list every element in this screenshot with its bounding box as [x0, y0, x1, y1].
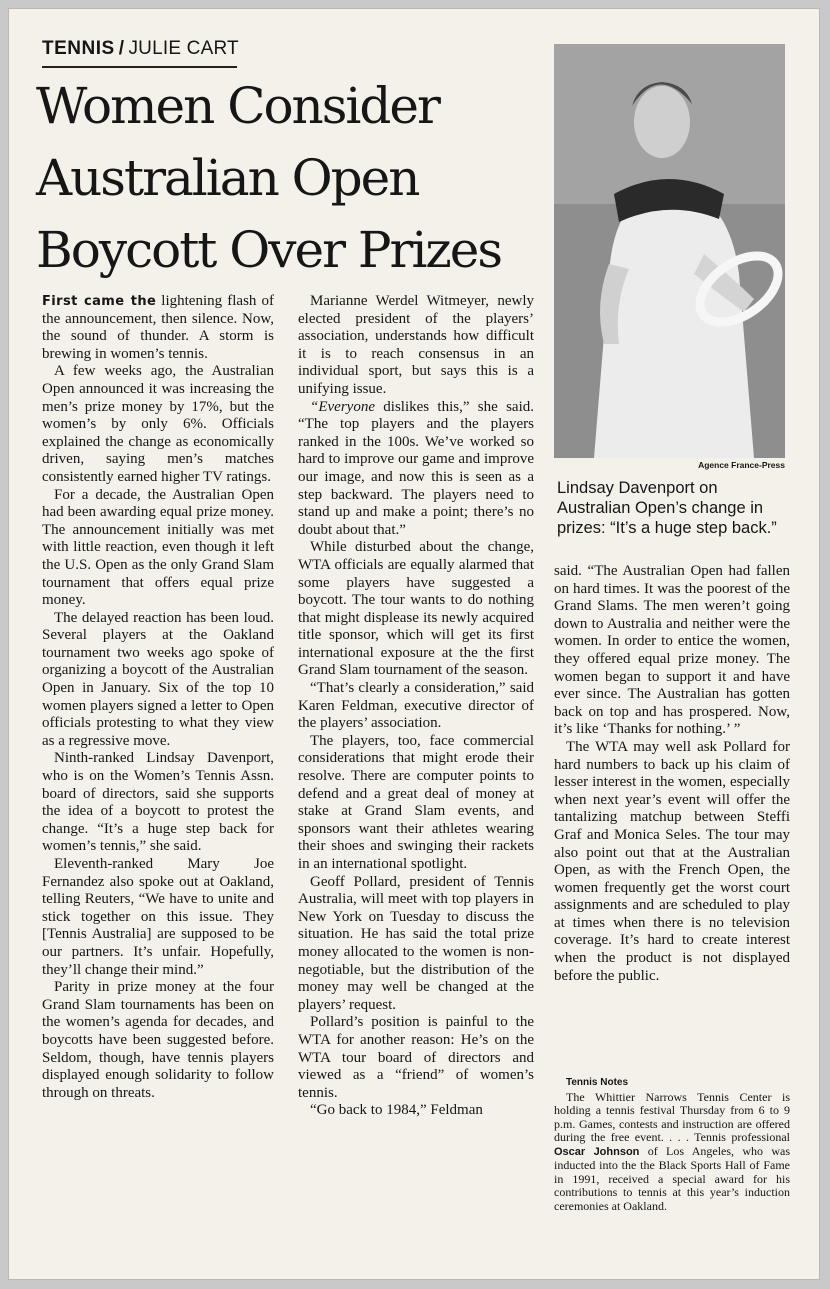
photo-credit: Agence France-Press [698, 460, 785, 470]
player-photo [554, 44, 785, 458]
article-column-3 [554, 563, 790, 985]
kicker-underline [42, 66, 237, 68]
article-paragraph: While disturbed about the change, WTA officials are equally alarmed that some players have suggested a boycott. The tour wants to do nothing that might displease its newly acquired title sponsor, which will get its first international exposure at the the first Grand Slam tournament of the season. [298, 539, 534, 679]
section-kicker [42, 38, 239, 60]
article-paragraph: Eleventh-ranked Mary Joe Fernandez also spoke out at Oakland, telling Reuters, “We have to unite and stick together on this issue. They [Tennis Australia] are supposed to be our partners. It’s unfair. Hopefully, they’ll change their mind.” [42, 856, 274, 978]
article-paragraph: said. “The Australian Open had fallen on hard times. It was the poorest of the Grand Slams. The men weren’t going down to Australia and neither were the women. In order to entice the women, they offered equal prize money. The women began to support it and have ever since. The Australian has gotten back on top and has prospered. Now, it’s like ‘Thanks for nothing.’ ” [554, 563, 790, 738]
article-paragraph: First came the lightening flash of the announcement, then silence. Now, the sound of thunder. A storm is brewing in women’s tennis. [42, 293, 275, 362]
article-paragraph: The players, too, face commercial considerations that might erode their resolve. There are computer points to defend and a great deal of money at stake at Grand Slam events, and sponsors want their athletes wearing their shoes and swinging their rackets in an international spotlight. [298, 732, 534, 872]
notes-title: Tennis Notes [566, 1077, 629, 1088]
section-name: TENNIS [42, 38, 115, 59]
article-paragraph: Pollard’s position is painful to the WTA for another reason: He’s on the WTA tour board of directors and viewed as a “friend” of women’s tennis. [298, 1014, 534, 1101]
article-column-1 [42, 293, 274, 1102]
article-paragraph: Parity in prize money at the four Grand Slam tournaments has been on the women’s agenda for decades, and boycotts have been suggested before. Seldom, though, have tennis players displayed enough solidarity to follow through on threats. [42, 979, 274, 1101]
headline-line-3: Boycott Over Prizes [36, 221, 502, 279]
article-paragraph: “Go back to 1984,” Feldman [310, 1102, 483, 1119]
article-paragraph: Marianne Werdel Witmeyer, newly elected president of the players’ association, understands how difficult it is to reach consensus in an individual sport, but says this is a unifying issue. [298, 293, 534, 397]
article-paragraph: “Everyone dislikes this,” she said. “The top players and the players ranked in the 100s. We’ve worked so hard to improve our game and improve our image, and now this is seen as a step backward. The players need to stand up and make a point; there’s no doubt about that.” [298, 398, 534, 538]
article-paragraph: A few weeks ago, the Australian Open announced it was increasing the men’s prize money by 17%, but the women’s by only 6%. Officials explained the change as economically driven, saying men’s matches consistently earned higher TV ratings. [42, 363, 274, 485]
headline-line-2: Australian Open [36, 149, 419, 207]
article-paragraph: Ninth-ranked Lindsay Davenport, who is on the Women’s Tennis Assn. board of directors, said she supports the idea of a boycott to protest the change. “It’s a huge step back for women’s tennis,” she said. [42, 750, 274, 855]
article-column-2 [298, 293, 534, 1120]
photo-caption: Lindsay Davenport on Australian Open’s change in prizes: “It’s a huge step back.” [557, 479, 777, 537]
byline-author: JULIE CART [128, 38, 239, 59]
article-paragraph: The delayed reaction has been loud. Several players at the Oakland tournament two weeks ago spoke of organizing a boycott of the Australian Open in January. Six of the top 10 women players signed a letter to Open officials protesting to what they view as a regressive move. [42, 609, 274, 749]
tennis-player-illustration [554, 44, 785, 458]
article-paragraph: “That’s clearly a consideration,” said Karen Feldman, executive director of the players’ association. [298, 680, 534, 732]
kicker-separator: / [118, 38, 125, 59]
headline [36, 70, 546, 286]
notes-bold-name: Oscar Johnson [554, 1145, 640, 1158]
newspaper-clipping [8, 8, 820, 1280]
headline-line-1: Women Consider [36, 77, 439, 135]
tennis-notes [554, 1076, 790, 1213]
notes-paragraph: The Whittier Narrows Tennis Center is holding a tennis festival Thursday from 6 to 9 p.m. Games, contests and instruction are offered during the free event. . . . Tennis professional Oscar Johnson of Los Angeles, who was inducted into the the Black Sports Hall of Fame in 1991, received a special award for his contributions to tennis at this year’s induction ceremonies at Oakland. [554, 1089, 791, 1213]
article-paragraph: For a decade, the Australian Open had been awarding equal prize money. The announcement initially was met with little reaction, even though it left the U.S. Open as the only Grand Slam tournament that offers equal prize money. [42, 486, 274, 609]
article-paragraph: Geoff Pollard, president of Tennis Australia, will meet with top players in New York on Tuesday to discuss the situation. He has said the total prize money allocated to the women is non-negotiable, but the distribution of the money may well be changed at the players’ request. [298, 873, 534, 1013]
lead-run-in: First came the [42, 294, 157, 309]
article-paragraph: The WTA may well ask Pollard for hard numbers to back up his claim of lesser interest in the women, especially when next year’s event will offer the tantalizing matchup between Steffi Graf and Monica Seles. The tour may also point out that at the Australian Open, as with the French Open, the women frequently get the worst court assignments and are scheduled to play at times when there is no television coverage. It’s hard to create interest when the product is not displayed before the public. [554, 738, 790, 984]
